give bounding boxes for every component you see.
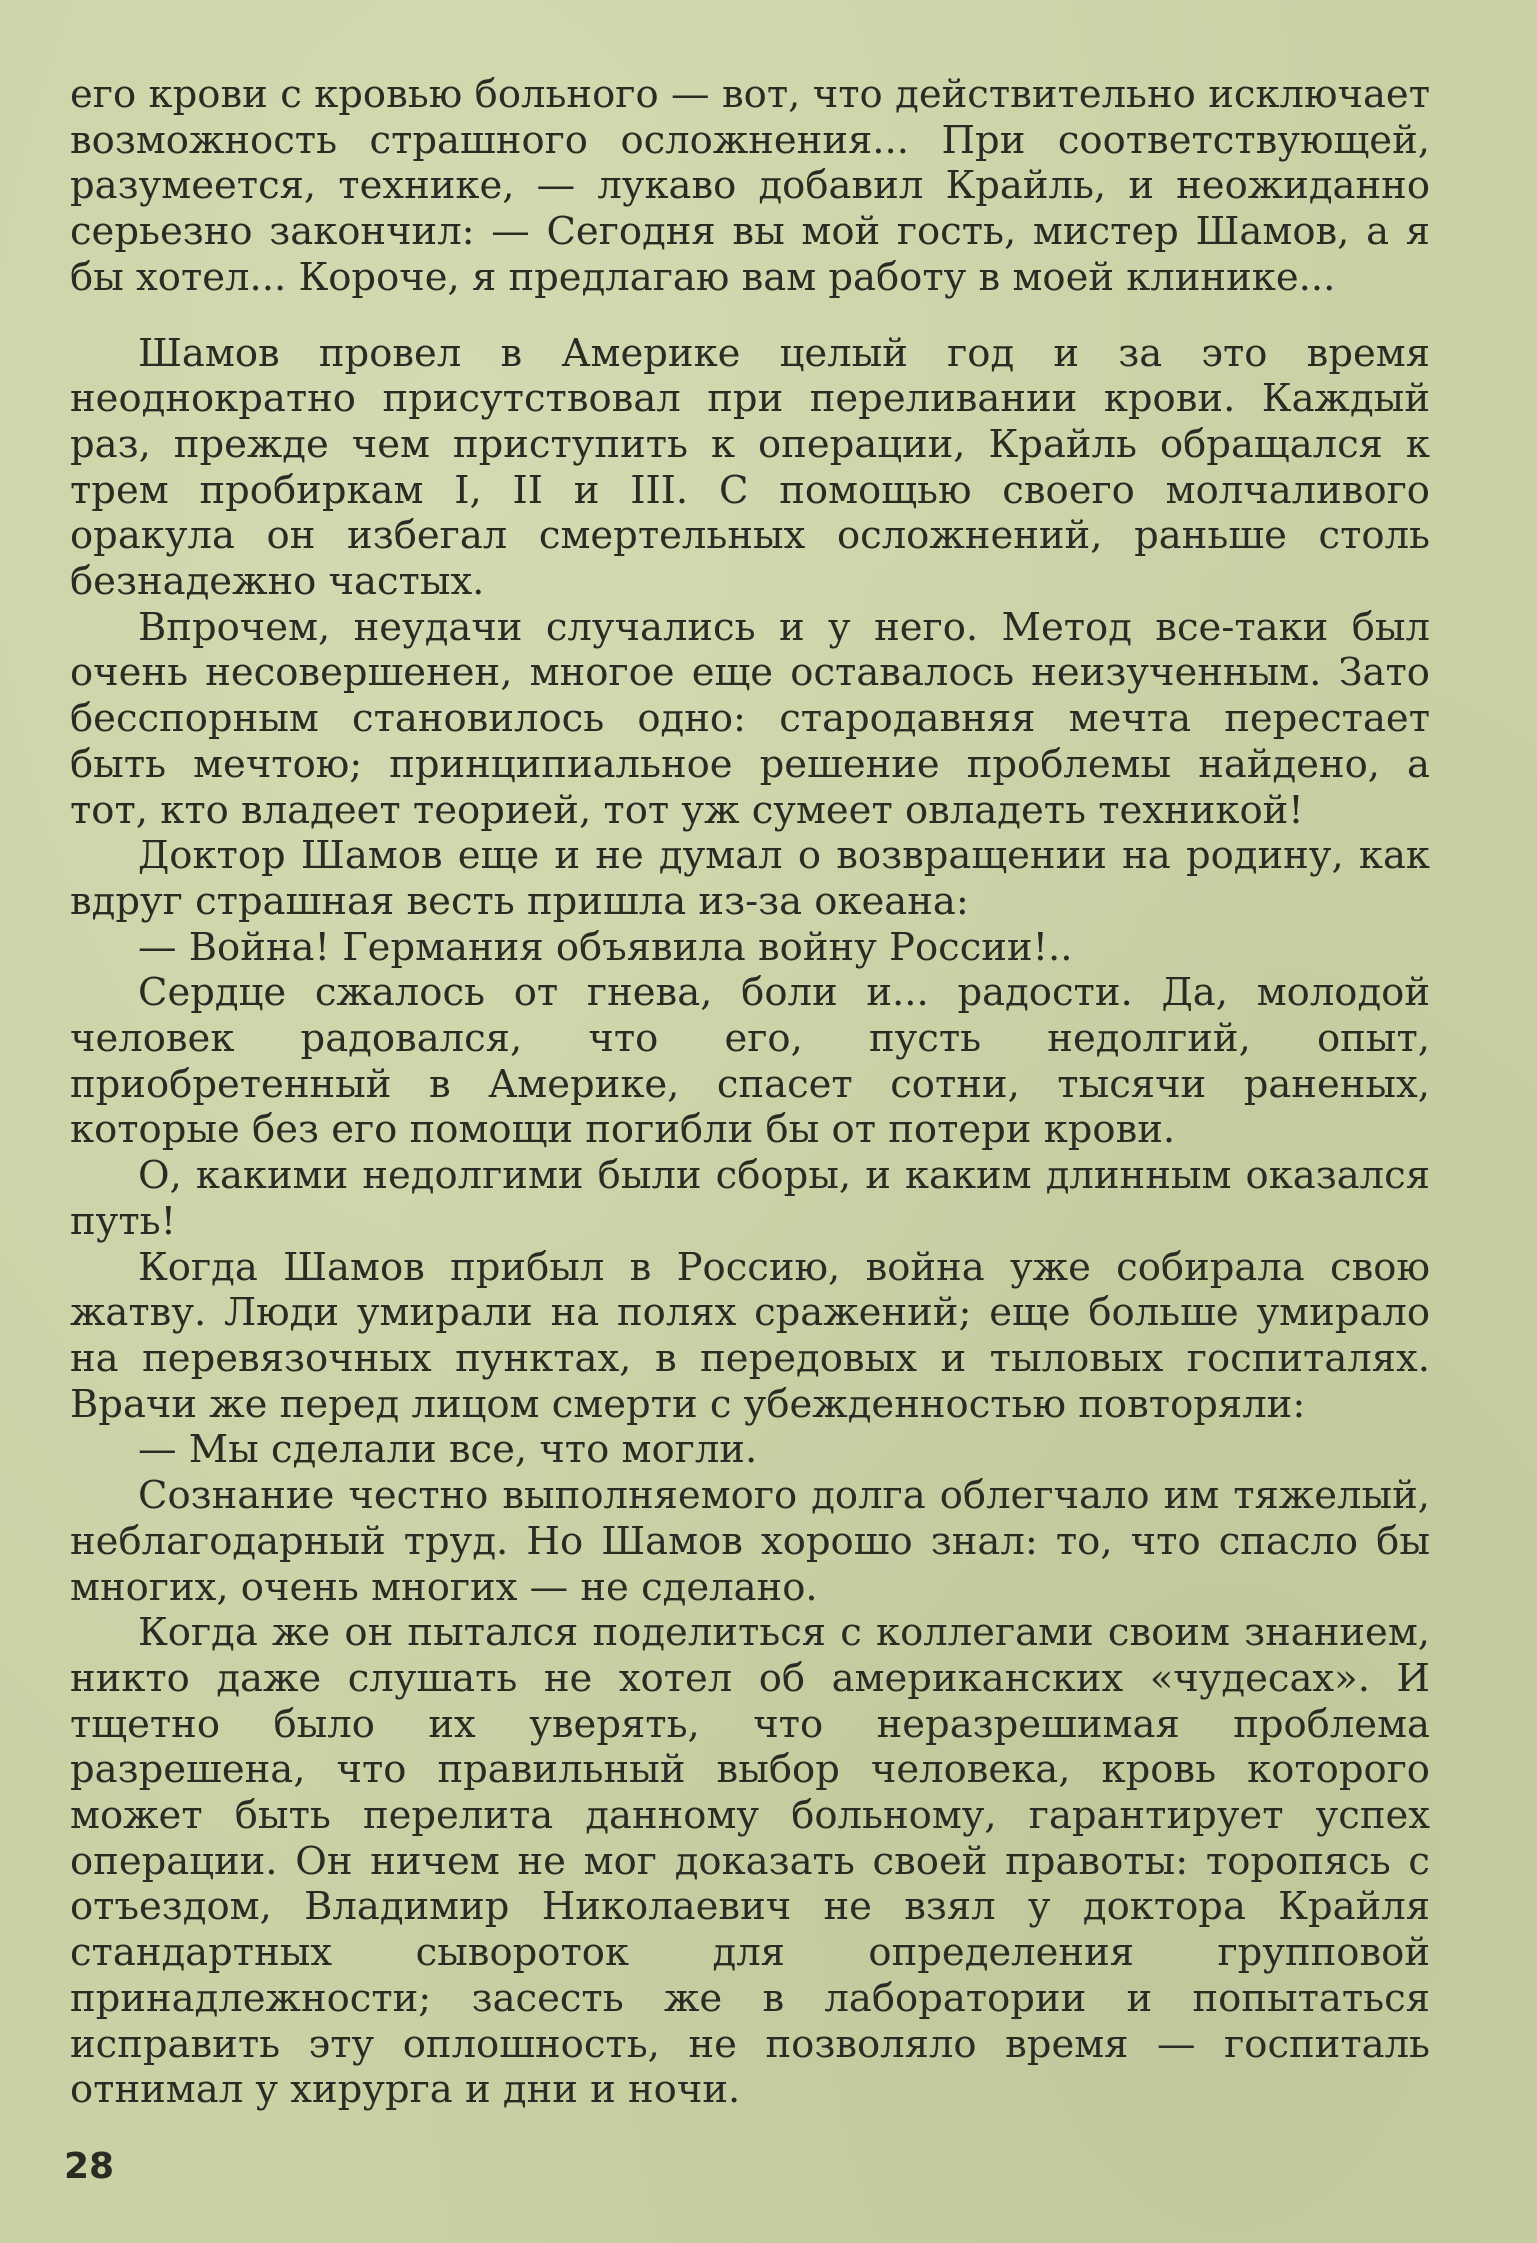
body-text: [70, 72, 1430, 2113]
dialogue-line: — Мы сделали все, что могли.: [138, 1427, 758, 1473]
paragraph: его крови с кровью больного — вот, что действительно исключает возможность страшного осложнения... При соответствующей, разумеется, технике, — лукаво добавил Крайль, и неожиданно серьезно закончил: — Сегодня вы мой гость, мистер Шамов, а я бы хотел... Короче, я предлагаю вам работу в моей клинике...: [70, 72, 1430, 300]
paragraph: Когда Шамов прибыл в Россию, война уже собирала свою жатву. Люди умирали на полях сражений; еще больше умирало на перевязочных пунктах, в передовых и тыловых госпиталях. Врачи же перед лицом смерти с убежденностью повторяли:: [70, 1244, 1430, 1427]
paragraph: Сознание честно выполняемого долга облегчало им тяжелый, неблагодарный труд. Но Шамов хорошо знал: то, что спасло бы многих, очень многих — не сделано.: [70, 1473, 1430, 1610]
page-number: 28: [64, 2146, 115, 2187]
paragraph: Впрочем, неудачи случались и у него. Метод все-таки был очень несовершенен, многое еще оставалось неизученным. Зато бесспорным становилось одно: стародавняя мечта перестает быть мечтою; принципиальное решение проблемы найдено, а тот, кто владеет теорией, тот уж сумеет овладеть техникой!: [70, 604, 1430, 833]
paragraph: Доктор Шамов еще и не думал о возвращении на родину, как вдруг страшная весть пришла из-за океана:: [70, 833, 1430, 924]
dialogue-line: — Война! Германия объявила войну России!..: [138, 924, 1073, 970]
paragraph: О, какими недолгими были сборы, и каким длинным оказался путь!: [70, 1153, 1430, 1244]
paragraph: Шамов провел в Америке целый год и за это время неоднократно присутствовал при переливании крови. Каждый раз, прежде чем приступить к операции, Крайль обращался к трем пробиркам I, II и III. С помощью своего молчаливого оракула он избегал смертельных осложнений, раньше столь безнадежно частых.: [70, 330, 1430, 605]
paragraph: Сердце сжалось от гнева, боли и... радости. Да, молодой человек радовался, что его, пусть недолгий, опыт, приобретенный в Америке, спасет сотни, тысячи раненых, которые без его помощи погибли бы от потери крови.: [70, 970, 1430, 1153]
paragraph: Когда же он пытался поделиться с коллегами своим знанием, никто даже слушать не хотел об американских «чудесах». И тщетно было их уверять, что неразрешимая проблема разрешена, что правильный выбор человека, кровь которого может быть перелита данному больному, гарантирует успех операции. Он ничем не мог доказать своей правоты: торопясь с отъездом, Владимир Николаевич не взял у доктора Крайля стандартных сывороток для определения групповой принадлежности; засесть же в лаборатории и попытаться исправить эту оплошность, не позволяло время — госпиталь отнимал у хирурга и дни и ночи.: [70, 1610, 1430, 2113]
